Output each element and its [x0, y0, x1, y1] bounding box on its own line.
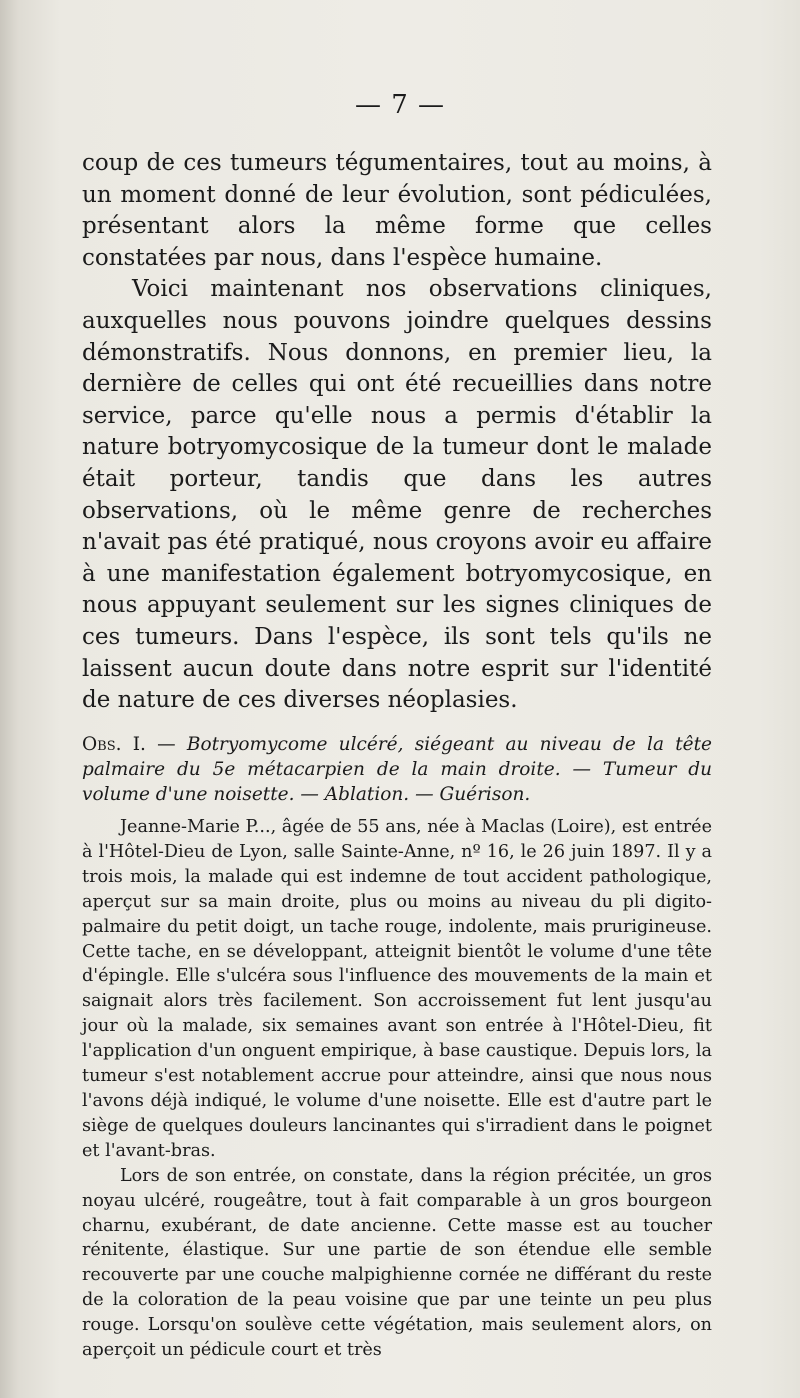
observation-label: Obs. I. — [82, 734, 146, 755]
observation-title: Botryomycome ulcéré, siégeant au niveau de la tête palmaire du 5e métacarpien de la main droite. — Tumeur du volume d'une noisette. — Ablation. — Guérison. — [82, 734, 712, 805]
page-number: — 7 — — [354, 90, 446, 120]
body-paragraph-1: coup de ces tumeurs tégumentaires, tout au moins, à un moment donné de leur évolution, sont pédiculées, présentant alors la même forme que celles constatées par nous, dans l'espèce humaine. — [82, 150, 712, 271]
case-paragraph-1: Jeanne-Marie P..., âgée de 55 ans, née à Maclas (Loire), est entrée à l'Hôtel-Dieu de Lyon, salle Sainte-Anne, nº 16, le 26 juin 1897. Il y a trois mois, la malade qui est indemne de tout accident pathologique, aperçut sur sa main droite, plus ou moins au niveau du pli digito-palmaire du petit doigt, un tache rouge, indolente, mais prurigineuse. Cette tache, en se développant, atteignit bientôt le volume d'une tête d'épingle. Elle s'ulcéra sous l'influence des mouvements de la main et saignait alors très facilement. Son accroissement fut lent jusqu'au jour où la malade, six semaines avant son entrée à l'Hôtel-Dieu, fit l'application d'un onguent empirique, à base caustique. Depuis lors, la tumeur s'est notablement accrue pour atteindre, ainsi que nous nous l'avons déjà indiqué, le volume d'une noisette. Elle est d'autre part le siège de quelques douleurs lancinantes qui s'irradient dans le poignet et l'avant-bras. — [82, 817, 712, 1161]
body-paragraph-2: Voici maintenant nos observations cliniques, auxquelles nous pouvons joindre quelques dessins démonstratifs. Nous donnons, en premier lieu, la dernière de celles qui ont été recueillies dans notre service, parce qu'elle nous a permis d'établir la nature botryomycosique de la tumeur dont le malade était porteur, tandis que dans les autres observations, où le même genre de recherches n'avait pas été pratiqué, nous croyons avoir eu affaire à une manifestation également botryomycosique, en nous appuyant seulement sur les signes cliniques de ces tumeurs. Dans l'espèce, ils sont tels qu'ils ne laissent aucun doute dans notre esprit sur l'identité de nature de ces diverses néoplasies. — [82, 276, 712, 714]
observation-case-text — [82, 815, 712, 1363]
main-body-text — [82, 148, 712, 717]
observation-heading — [82, 732, 712, 807]
observation-dash: — — [145, 734, 187, 755]
case-paragraph-2: Lors de son entrée, on constate, dans la région précitée, un gros noyau ulcéré, rougeâtre, tout à fait comparable à un gros bourgeon charnu, exubérant, de date ancienne. Cette masse est au toucher rénitente, élastique. Sur une partie de son étendue elle semble recouverte par une couche malpighienne cornée ne différant du reste de la coloration de la peau voisine que par une teinte un peu plus rouge. Lorsqu'on soulève cette végétation, mais seulement alors, on aperçoit un pédicule court et très — [82, 1165, 712, 1361]
